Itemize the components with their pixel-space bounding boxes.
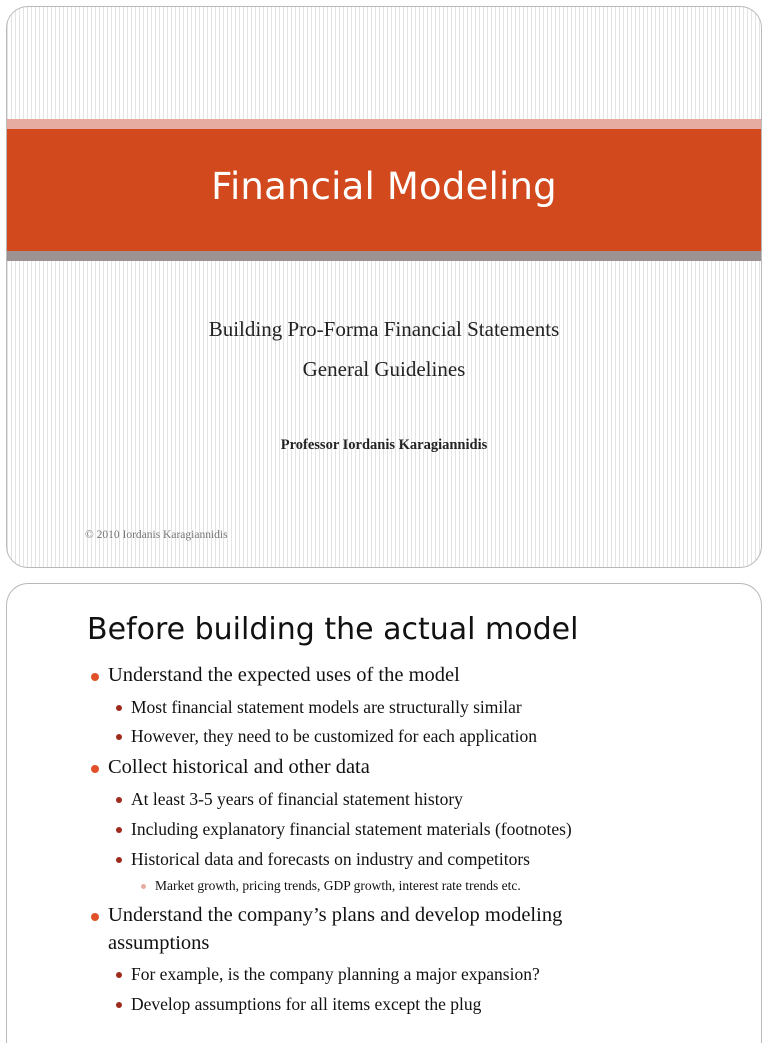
- slide-subtitle-line1: Building Pro-Forma Financial Statements: [208, 317, 560, 341]
- bullet-dot-icon: [116, 972, 122, 978]
- bullet-dot-icon: [91, 765, 99, 773]
- bullet-item: Most financial statement models are structurally similar: [131, 697, 522, 718]
- bullet-item: At least 3-5 years of financial statement history: [131, 789, 463, 810]
- bullet-item: Market growth, pricing trends, GDP growth, interest rate trends etc.: [155, 878, 521, 894]
- bullet-item: Understand the company’s plans and develop modeling: [108, 904, 562, 927]
- title-accent-band-bottom: [7, 251, 761, 261]
- bullet-item: For example, is the company planning a major expansion?: [131, 964, 540, 985]
- content-slide: [6, 583, 762, 1043]
- slide-heading: Before building the actual model: [87, 612, 579, 647]
- bullet-dot-icon: [91, 673, 99, 681]
- author-name: Professor Iordanis Karagiannidis: [280, 437, 488, 453]
- bullet-dot-icon: [116, 705, 122, 711]
- bullet-dot-icon: [116, 827, 122, 833]
- bullet-dot-icon: [116, 734, 122, 740]
- bullet-dot-icon: [91, 913, 99, 921]
- slide-title: Financial Modeling: [211, 165, 557, 208]
- bullet-item: Including explanatory financial statement materials (footnotes): [131, 819, 572, 840]
- bullet-item: Collect historical and other data: [108, 756, 370, 779]
- bullet-dot-icon: [116, 857, 122, 863]
- bullet-item: Understand the expected uses of the model: [108, 664, 460, 687]
- bullet-dot-icon: [116, 1002, 122, 1008]
- bullet-item: Historical data and forecasts on industry and competitors: [131, 849, 530, 870]
- title-accent-band-top: [7, 119, 761, 129]
- bullet-item: However, they need to be customized for each application: [131, 726, 537, 747]
- slide-subtitle-line2: General Guidelines: [302, 357, 466, 381]
- copyright-notice: © 2010 Iordanis Karagiannidis: [85, 529, 228, 541]
- bullet-item: Develop assumptions for all items except the plug: [131, 994, 481, 1015]
- bullet-item-continuation: assumptions: [108, 932, 210, 954]
- bullet-dot-icon: [141, 884, 146, 889]
- title-slide: [6, 6, 762, 568]
- bullet-dot-icon: [116, 797, 122, 803]
